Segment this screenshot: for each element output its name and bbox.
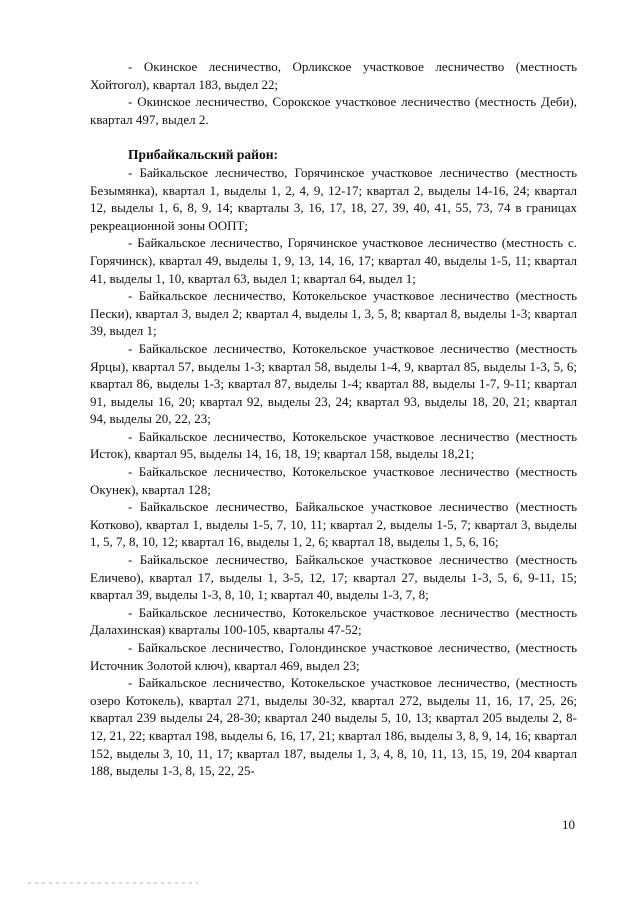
document-page bbox=[90, 58, 577, 780]
section-heading: Прибайкальский район: bbox=[128, 147, 278, 163]
entry-okunek: - Байкальское лесничество, Котокельское участковое лесничество (местность Окунек), квартал 128; bbox=[90, 464, 577, 497]
entry-elichevo: - Байкальское лесничество, Байкальское участковое лесничество (местность Еличево), квартал 17, выделы 1, 3-5, 12, 17; квартал 27, выделы 1-3, 5, 6, 9-11, 15; квартал 39, выделы 1-3, 8, 10, 1; квартал 40, выделы 1-3, 7, 8; bbox=[90, 552, 577, 603]
entry-kotkovo: - Байкальское лесничество, Байкальское участковое лесничество (местность Котково), квартал 1, выделы 1-5, 7, 10, 11; квартал 2, выделы 1-5, 7; квартал 3, выделы 1, 5, 7, 8, 10, 12; квартал 16, выделы 1, 2, 6; квартал 18, выделы 1, 5, 6, 16; bbox=[90, 499, 577, 550]
entry-istok: - Байкальское лесничество, Котокельское участковое лесничество (местность Исток), квартал 95, выделы 14, 16, 18, 19; квартал 158, выделы 18,21; bbox=[90, 428, 577, 462]
page-number: 10 bbox=[562, 817, 575, 832]
section-gap bbox=[90, 128, 577, 146]
entry-peski: - Байкальское лесничество, Котокельское участковое лесничество (местность Пески), квартал 3, выдел 2; квартал 4, выделы 1, 3, 5, 8; квартал 8, выделы 1-3; квартал 39, выдел 1; bbox=[90, 288, 577, 339]
scan-artifact bbox=[28, 882, 198, 884]
entry-goryachinsk: - Байкальское лесничество, Горячинское участковое лесничество (местность с. Горячинск), квартал 49, выделы 1, 9, 13, 14, 16, 17; квартал 40, выделы 1-5, 11; квартал 41, выделы 1, 10, квартал 63, выдел 1; квартал 64, выдел 1; bbox=[90, 235, 577, 286]
entry-oka-orlik: - Окинское лесничество, Орликское участковое лесничество (местность Хойтогол), квартал 183, выдел 22; bbox=[90, 59, 577, 92]
entry-dalakhinskaya: - Байкальское лесничество, Котокельское участковое лесничество (местность Далахинская) кварталы 100-105, кварталы 47-52; bbox=[90, 604, 577, 638]
entry-oka-sorok: - Окинское лесничество, Сорокское участковое лесничество (местность Деби), квартал 497, выдел 2. bbox=[90, 94, 577, 127]
entry-zolotoy-klyuch: - Байкальское лесничество, Голондинское участковое лесничество, (местность Источник Золотой ключ), квартал 469, выдел 23; bbox=[90, 640, 577, 673]
entry-yartsy: - Байкальское лесничество, Котокельское участковое лесничество (местность Ярцы), квартал 57, выделы 1-3; квартал 58, выделы 1-4, 9, квартал 85, выделы 1-3, 5, 6; квартал 86, выделы 1-3; квартал 87, выделы 1-4; квартал 88, выделы 1-7, 9-11; квартал 91, выделы 16, 20; квартал 92, выделы 23, 24; квартал 93, выделы 18, 20, 21; квартал 94, выделы 20, 22, 23; bbox=[90, 340, 577, 427]
entry-ozero-kotokel: - Байкальское лесничество, Котокельское участковое лесничество, (местность озеро Котокель), квартал 271, выделы 30-32, квартал 272, выделы 11, 16, 17, 25, 26; квартал 239 выделы 24, 28-30; квартал 240 выделы 5, 10, 13; квартал 205 выделы 2, 8-12, 21, 22; квартал 198, выделы 6, 16, 17, 21; квартал 186, выделы 3, 8, 9, 14, 16; квартал 152, выделы 3, 10, 11, 17; квартал 187, выделы 1, 3, 4, 8, 10, 11, 13, 15, 19, 204 квартал 188, выделы 1-3, 8, 15, 22, 25- bbox=[90, 675, 577, 779]
entry-bezymyanka: - Байкальское лесничество, Горячинское участковое лесничество (местность Безымянка), квартал 1, выделы 1, 2, 4, 9, 12-17; квартал 2, выделы 14-16, 24; квартал 12, выделы 1, 6, 8, 9, 14; кварталы 3, 16, 17, 18, 27, 39, 40, 41, 55, 73, 74 в границах рекреационной зоны ООПТ; bbox=[90, 164, 577, 233]
